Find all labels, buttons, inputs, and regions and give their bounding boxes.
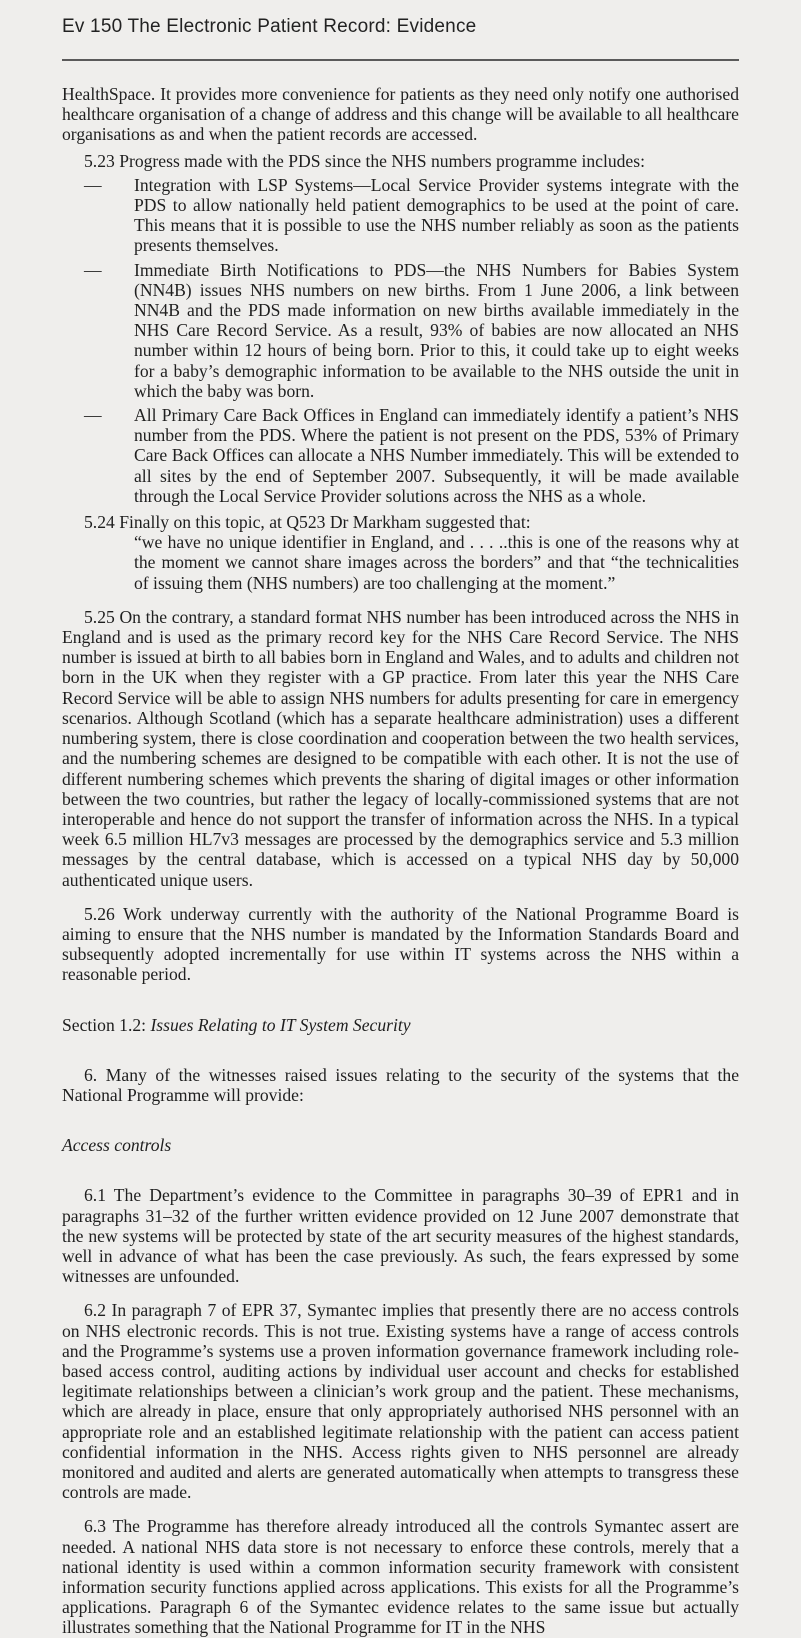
paragraph-6-2: 6.2 In paragraph 7 of EPR 37, Symantec implies that presently there are no access controls on NHS electronic records. This is not true. Existing systems have a range of access controls and the Programme’s systems use a proven information governance framework including role-based access control, auditing actions by individual user account and checks for established legitimate relationships between a clinician’s work group and the patient. These mechanisms, which are already in place, ensure that only appropriately authorised NHS personnel with an appropriate role and an established legitimate relationship with the patient can access patient confidential information in the NHS. Access rights given to NHS personnel are already monitored and audited and alerts are generated automatically when attempts to transgress these controls are made. <box>62 1300 739 1503</box>
dash-marker: — <box>84 174 102 195</box>
bullet-item <box>62 405 739 506</box>
subheading-access-controls: Access controls <box>62 1135 172 1156</box>
bullet-text: All Primary Care Back Offices in England can immediately identify a patient’s NHS number from the PDS. Where the patient is not present on the PDS, 53% of Primary Care Back Offices can allocate a NHS Number immediately. This will be extended to all sites by the end of September 2007. Subsequently, it will be made available through the Local Service Provider solutions across the NHS as a whole. <box>134 405 739 506</box>
block-quote: “we have no unique identifier in England, and . . . ..this is one of the reasons why at the moment we cannot share images across the borders” and that “the technicalities of issuing them (NHS numbers) are too challenging at the moment.” <box>134 532 739 593</box>
paragraph-5-26: 5.26 Work underway currently with the authority of the National Programme Board is aiming to ensure that the NHS number is mandated by the Information Standards Board and subsequently adopted incrementally for use within IT systems across the NHS within a reasonable period. <box>62 903 739 985</box>
paragraph-5-25: 5.25 On the contrary, a standard format NHS number has been introduced across the NHS in England and is used as the primary record key for the NHS Care Record Service. The NHS number is issued at birth to all babies born in England and Wales, and to adults and children not born in the UK when they register with a GP practice. From later this year the NHS Care Record Service will be able to assign NHS numbers for adults presenting for care in emergency scenarios. Although Scotland (which has a separate healthcare administration) uses a different numbering system, there is close coordination and cooperation between the two health services, and the numbering schemes are designed to be compatible with each other. It is not the use of different numbering schemes which prevents the sharing of digital images or other information between the two countries, but rather the legacy of locally-commissioned systems that are not interoperable and hence do not support the transfer of information across the NHS. In a typical week 6.5 million HL7v3 messages are processed by the demographics service and 5.3 million messages by the central database, which is accessed on a typical NHS day by 50,000 authenticated unique users. <box>62 606 739 890</box>
paragraph-intro: HealthSpace. It provides more convenience for patients as they need only notify one authorised healthcare organisation of a change of address and this change will be available to all healthcare organisations as and when the patient records are accessed. <box>62 84 739 145</box>
section-heading <box>62 1015 739 1035</box>
paragraph-5-23: 5.23 Progress made with the PDS since the NHS numbers programme includes: <box>84 150 645 171</box>
section-title: Issues Relating to IT System Security <box>150 1014 411 1035</box>
section-prefix: Section 1.2: <box>62 1014 151 1035</box>
running-header: Ev 150 The Electronic Patient Record: Evidence <box>62 16 477 37</box>
bullet-item <box>62 175 739 256</box>
dash-marker: — <box>84 259 102 280</box>
paragraph-6: 6. Many of the witnesses raised issues relating to the security of the systems that the National Programme will provide: <box>62 1064 739 1105</box>
header-rule <box>62 59 739 61</box>
document-body <box>62 84 739 1638</box>
bullet-item <box>62 260 739 401</box>
paragraph-6-3: 6.3 The Programme has therefore already introduced all the controls Symantec assert are needed. A national NHS data store is not necessary to enforce these controls, merely that a national identity is used within a common information security framework with consistent information security functions applied across applications. This exists for all the Programme’s applications. Paragraph 6 of the Symantec evidence relates to the same issue but actually illustrates something that the National Programme for IT in the NHS <box>62 1516 739 1638</box>
bullet-text: Immediate Birth Notifications to PDS—the NHS Numbers for Babies System (NN4B) issues NHS numbers on new births. From 1 June 2006, a link between NN4B and the PDS made information on new births available immediately in the NHS Care Record Service. As a result, 93% of babies are now allocated an NHS number within 12 hours of being born. Prior to this, it could take up to eight weeks for a baby’s demographic information to be available to the NHS outside the unit in which the baby was born. <box>134 259 739 401</box>
paragraph-6-1: 6.1 The Department’s evidence to the Committee in paragraphs 30–39 of EPR1 and in paragraphs 31–32 of the further written evidence provided on 12 June 2007 demonstrate that the new systems will be protected by state of the art security measures of the highest standards, well in advance of what has been the case previously. As such, the fears expressed by some witnesses are unfounded. <box>62 1185 739 1287</box>
paragraph-5-24: 5.24 Finally on this topic, at Q523 Dr Markham suggested that: <box>84 512 531 533</box>
dash-marker: — <box>84 405 102 426</box>
bullet-text: Integration with LSP Systems—Local Service Provider systems integrate with the PDS to allow nationally held patient demographics to be used at the point of care. This means that it is possible to use the NHS number reliably as soon as the patients presents themselves. <box>134 174 739 256</box>
